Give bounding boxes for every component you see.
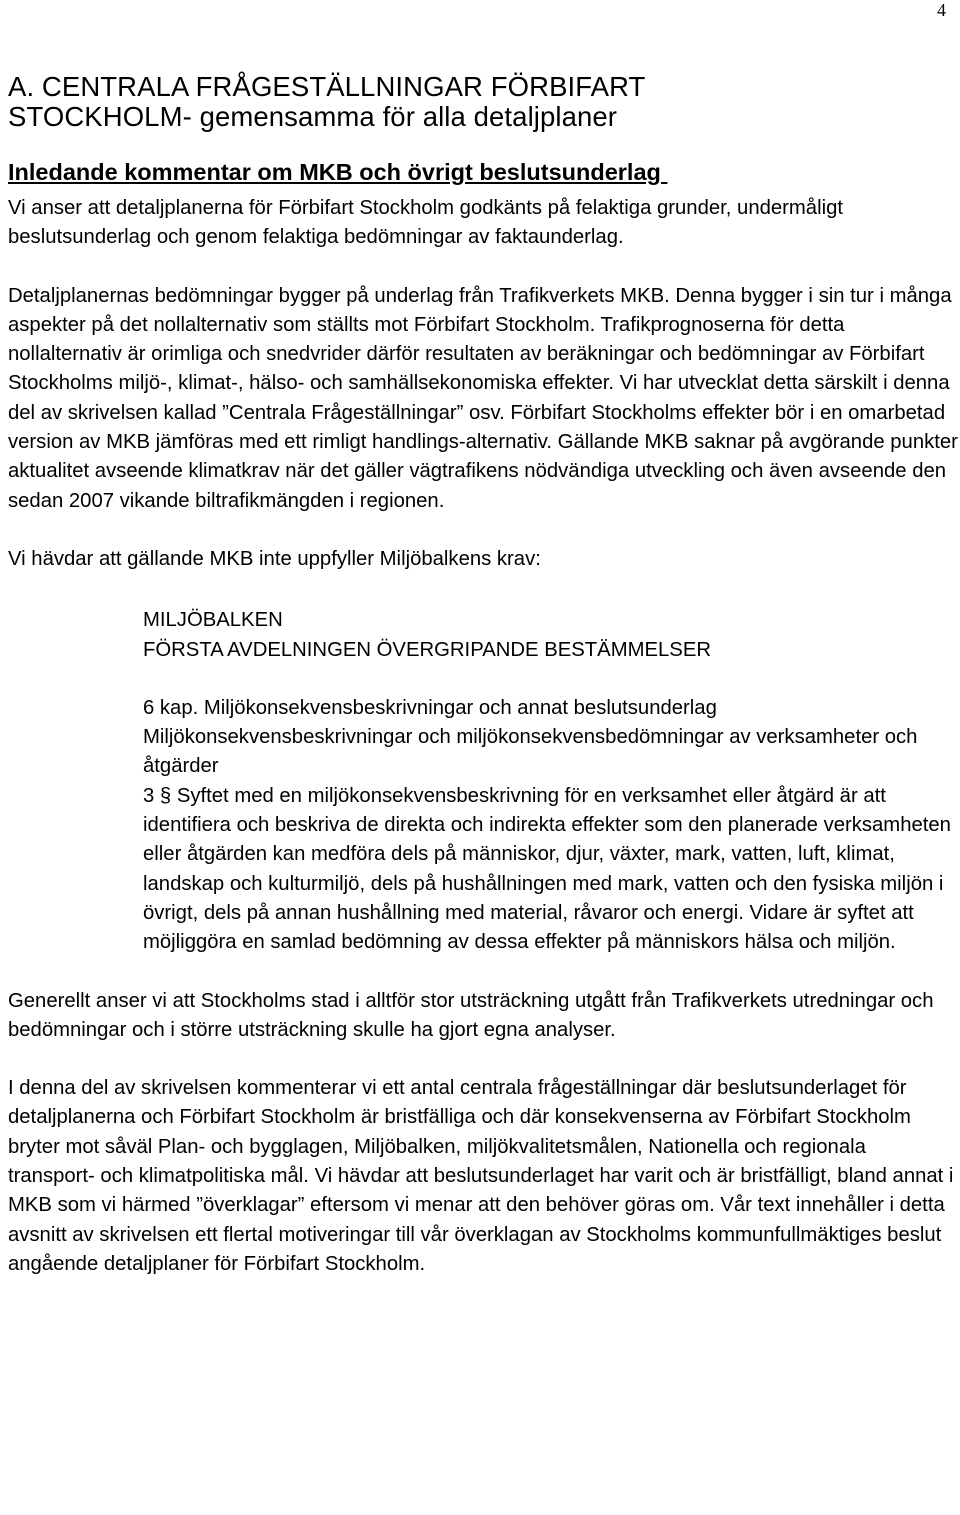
paragraph-general: Generellt anser vi att Stockholms stad i alltför stor utsträckning utgått från Trafikverkets utredningar och bedömningar och i större utsträckning skulle ha gjort egna analyser. bbox=[8, 989, 934, 1041]
law-section-text: 3 § Syftet med en miljökonsekvensbeskrivning för en verksamhet eller åtgärd är att identifiera och beskriva de direkta och indirekta effekter som den planerade verksamheten eller åtgärden kan medföra dels på människor, djur, växter, mark, vatten, luft, klimat, landskap och kulturmiljö, dels på hushållningen med mark, vatten och den fysiska miljön i övrigt, dels på annan hushållning med material, råvaror och energi. Vidare är syftet att möjliggöra en samlad bedömning av dessa effekter på människors hälsa och miljön. bbox=[143, 784, 951, 954]
section-heading-line-2: STOCKHOLM- gemensamma för alla detaljplaner bbox=[8, 101, 618, 132]
section-heading-line-1: A. CENTRALA FRÅGESTÄLLNINGAR FÖRBIFART bbox=[8, 71, 646, 102]
paragraph-overview: I denna del av skrivelsen kommenterar vi ett antal centrala frågeställningar där beslutsunderlaget för detaljplanerna och Förbifart Stockholm är bristfälliga och där konsekvenserna av Förbifart Stockholm bryter mot såväl Plan- och bygglagen, Miljöbalken, miljökvalitetsmålen, Nationella och regionala transport- och klimatpolitiska mål. Vi hävdar att beslutsunderlaget har varit och är bristfälligt, bland annat i MKB som vi härmed ”överklagar” eftersom vi menar att den behöver göras om. Vår text innehåller i detta avsnitt av skrivelsen ett flertal motiveringar till vår överklagan av Stockholms kommunfullmäktiges beslut angående detaljplaner för Förbifart Stockholm. bbox=[8, 1077, 954, 1275]
law-title: MILJÖBALKEN bbox=[143, 609, 283, 632]
subsection-heading: Inledande kommentar om MKB och övrigt beslutsunderlag bbox=[8, 159, 668, 185]
law-chapter-subtitle: Miljökonsekvensbeskrivningar och miljökonsekvensbedömningar av verksamheter och åtgärder bbox=[143, 726, 918, 778]
law-chapter-title: 6 kap. Miljökonsekvensbeskrivningar och annat beslutsunderlag bbox=[143, 696, 717, 719]
paragraph-claim: Vi hävdar att gällande MKB inte uppfyller Miljöbalkens krav: bbox=[8, 547, 541, 570]
page-number: 4 bbox=[937, 0, 946, 20]
paragraph-intro: Vi anser att detaljplanerna för Förbifart Stockholm godkänts på felaktiga grunder, undermåligt beslutsunderlag och genom felaktiga bedömningar av faktaunderlag. bbox=[8, 197, 844, 249]
law-quote bbox=[143, 606, 958, 957]
section-heading bbox=[8, 72, 958, 132]
paragraph-mkb-basis: Detaljplanernas bedömningar bygger på underlag från Trafikverkets MKB. Denna bygger i sin tur i många aspekter på det nollalternativ som ställts mot Förbifart Stockholm. Trafikprognoserna för detta nollalternativ är orimliga och snedvrider därför resultaten av beräkningar och bedömningar av Förbifart Stockholms miljö-, klimat-, hälso- och samhällsekonomiska effekter. Vi har utvecklat detta särskilt i denna del av skrivelsen kallad ”Centrala Frågeställningar” osv. Förbifart Stockholms effekter bör i en omarbetad version av MKB jämföras med ett rimligt handlings-alternativ. Gällande MKB saknar på avgörande punkter aktualitet avseende klimatkrav när det gäller vägtrafikens nödvändiga utveckling och även avseende den sedan 2007 vikande biltrafikmängden i regionen. bbox=[8, 284, 958, 512]
document-body bbox=[8, 72, 958, 1279]
law-part-title: FÖRSTA AVDELNINGEN ÖVERGRIPANDE BESTÄMMELSER bbox=[143, 638, 711, 661]
